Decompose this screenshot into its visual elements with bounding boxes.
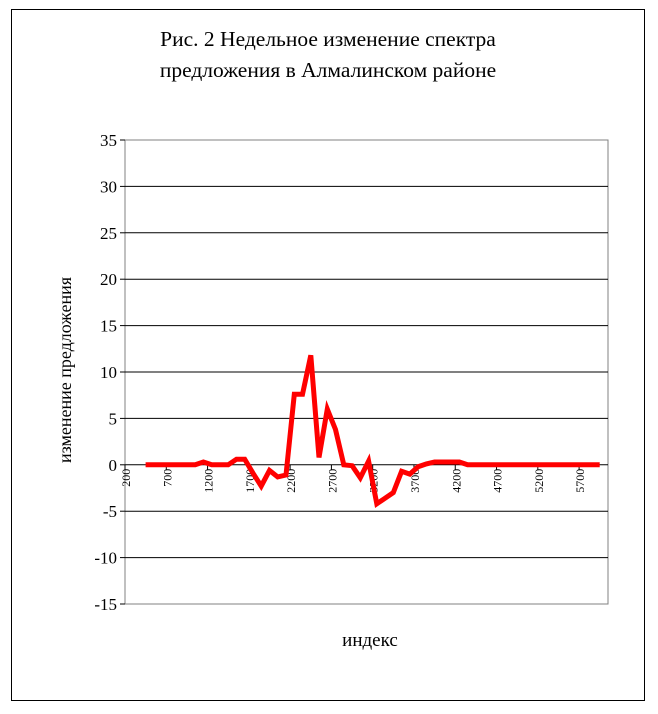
x-tick-label: 700 — [160, 468, 175, 487]
y-tick-label: 15 — [100, 316, 117, 336]
y-tick-label: 30 — [100, 177, 117, 197]
x-tick-label: 2700 — [325, 468, 340, 493]
x-tick-label: 2200 — [284, 468, 299, 493]
x-tick-label: 200 — [119, 468, 133, 487]
x-tick-label: 4200 — [449, 468, 464, 493]
x-tick-label: 1200 — [201, 468, 216, 493]
y-tick-label: 20 — [100, 270, 117, 290]
y-tick-label: 35 — [100, 131, 117, 150]
y-tick-label: 25 — [100, 223, 117, 243]
x-tick-label: 3200 — [366, 468, 381, 493]
y-tick-label: 5 — [108, 409, 117, 429]
x-tick-label: 4700 — [490, 468, 505, 493]
x-tick-label: 5700 — [573, 468, 588, 493]
y-axis-title: изменение предложения — [55, 276, 75, 464]
x-tick-label: 5200 — [531, 468, 546, 493]
y-axis — [94, 131, 125, 614]
y-tick-label: -15 — [94, 595, 117, 614]
chart-title-line-2: предложения в Алмалинском районе — [159, 58, 497, 82]
chart-title-line-1: Рис. 2 Недельное изменение спектра — [160, 27, 496, 51]
y-tick-label: -5 — [102, 502, 117, 522]
x-axis-title: индекс — [342, 630, 398, 651]
y-tick-label: 10 — [100, 363, 117, 382]
y-tick-label: 0 — [108, 455, 117, 475]
x-tick-label: 1700 — [242, 468, 257, 493]
y-tick-label: -10 — [94, 548, 117, 568]
x-tick-label: 3700 — [407, 468, 422, 493]
